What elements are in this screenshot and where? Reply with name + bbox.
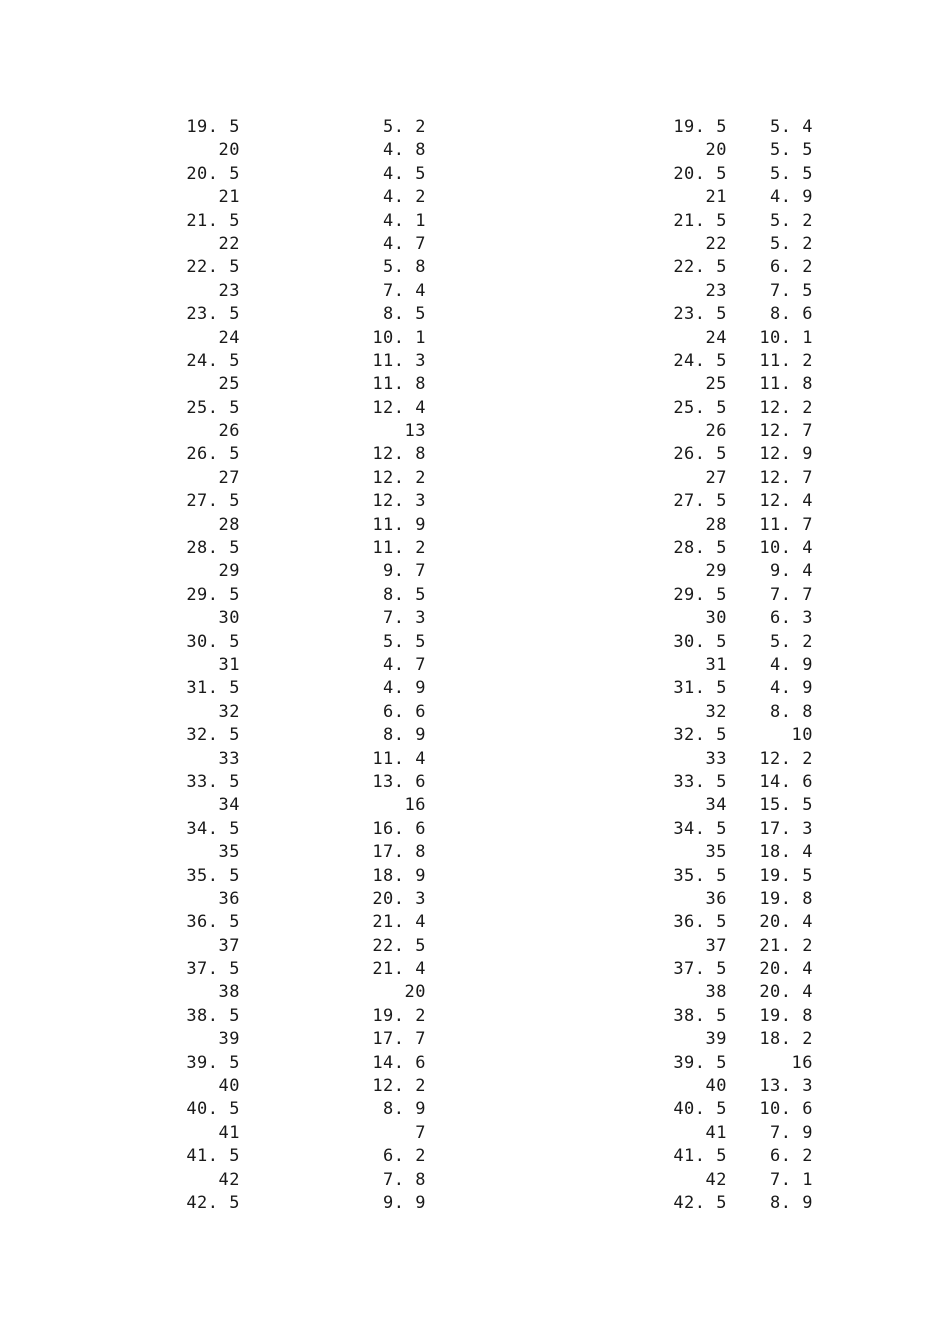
- x-value-cell: 23: [218, 280, 240, 301]
- y-value-cell: 21. 4: [372, 959, 426, 980]
- table-row: [640, 210, 830, 233]
- x-value-cell: 22. 5: [673, 257, 727, 278]
- x-value-cell: 29. 5: [186, 584, 240, 605]
- x-value-cell: 36. 5: [673, 912, 727, 933]
- x-value-cell: 33. 5: [186, 771, 240, 792]
- x-value-cell: 21. 5: [673, 210, 727, 231]
- y-value-cell: 19. 8: [759, 888, 813, 909]
- table-row: [150, 607, 440, 630]
- table-row: [150, 163, 440, 186]
- table-row: [150, 443, 440, 466]
- y-value-cell: 7. 7: [770, 584, 813, 605]
- x-value-cell: 35. 5: [186, 865, 240, 886]
- y-value-cell: 10. 1: [372, 327, 426, 348]
- x-value-cell: 28: [705, 514, 727, 535]
- table-row: [640, 935, 830, 958]
- y-value-cell: 17. 3: [759, 818, 813, 839]
- y-value-cell: 12. 2: [372, 1076, 426, 1097]
- y-value-cell: 17. 7: [372, 1029, 426, 1050]
- y-value-cell: 12. 4: [372, 397, 426, 418]
- table-row: [150, 467, 440, 490]
- table-row: [150, 1028, 440, 1051]
- y-value-cell: 12. 2: [759, 397, 813, 418]
- y-value-cell: 5. 2: [770, 233, 813, 254]
- table-row: [640, 631, 830, 654]
- table-row: [640, 865, 830, 888]
- table-row: [640, 677, 830, 700]
- x-value-cell: 33: [705, 748, 727, 769]
- table-row: [640, 1122, 830, 1145]
- y-value-cell: 8. 9: [383, 1099, 426, 1120]
- x-value-cell: 37: [705, 935, 727, 956]
- x-value-cell: 42: [705, 1169, 727, 1190]
- x-value-cell: 27. 5: [673, 491, 727, 512]
- y-value-cell: 8. 5: [383, 304, 426, 325]
- table-row: [150, 560, 440, 583]
- x-value-cell: 31. 5: [673, 678, 727, 699]
- table-row: [640, 607, 830, 630]
- table-row: [150, 490, 440, 513]
- table-row: [640, 1169, 830, 1192]
- x-value-cell: 39: [705, 1029, 727, 1050]
- y-value-cell: 9. 4: [770, 561, 813, 582]
- table-row: [640, 256, 830, 279]
- y-value-cell: 11. 8: [372, 374, 426, 395]
- table-row: [150, 724, 440, 747]
- x-value-cell: 32. 5: [186, 725, 240, 746]
- x-value-cell: 22. 5: [186, 257, 240, 278]
- table-row: [150, 210, 440, 233]
- x-value-cell: 32. 5: [673, 725, 727, 746]
- table-row: [150, 771, 440, 794]
- x-value-cell: 31. 5: [186, 678, 240, 699]
- y-value-cell: 15. 5: [759, 795, 813, 816]
- table-row: [150, 280, 440, 303]
- x-value-cell: 31: [218, 654, 240, 675]
- y-value-cell: 13. 6: [372, 771, 426, 792]
- y-value-cell: 4. 9: [770, 678, 813, 699]
- x-value-cell: 38. 5: [186, 1005, 240, 1026]
- table-row: [150, 1169, 440, 1192]
- x-value-cell: 42: [218, 1169, 240, 1190]
- y-value-cell: 16: [791, 1052, 813, 1073]
- y-value-cell: 12. 3: [372, 491, 426, 512]
- x-value-cell: 29: [218, 561, 240, 582]
- table-row: [640, 701, 830, 724]
- y-value-cell: 11. 8: [759, 374, 813, 395]
- x-value-cell: 34: [705, 795, 727, 816]
- data-table-right: [640, 116, 830, 1215]
- y-value-cell: 9. 7: [383, 561, 426, 582]
- y-value-cell: 18. 2: [759, 1029, 813, 1050]
- table-row: [150, 911, 440, 934]
- x-value-cell: 21: [218, 187, 240, 208]
- x-value-cell: 20. 5: [186, 163, 240, 184]
- y-value-cell: 12. 7: [759, 421, 813, 442]
- table-row: [640, 1005, 830, 1028]
- table-row: [150, 841, 440, 864]
- x-value-cell: 22: [218, 233, 240, 254]
- table-row: [640, 958, 830, 981]
- table-row: [150, 958, 440, 981]
- y-value-cell: 20. 3: [372, 888, 426, 909]
- y-value-cell: 8. 9: [383, 725, 426, 746]
- x-value-cell: 29. 5: [673, 584, 727, 605]
- x-value-cell: 27: [705, 467, 727, 488]
- x-value-cell: 20: [705, 140, 727, 161]
- table-row: [150, 981, 440, 1004]
- x-value-cell: 34: [218, 795, 240, 816]
- x-value-cell: 39. 5: [186, 1052, 240, 1073]
- y-value-cell: 20. 4: [759, 982, 813, 1003]
- y-value-cell: 21. 4: [372, 912, 426, 933]
- y-value-cell: 12. 2: [759, 748, 813, 769]
- x-value-cell: 36: [218, 888, 240, 909]
- x-value-cell: 39: [218, 1029, 240, 1050]
- y-value-cell: 4. 7: [383, 654, 426, 675]
- table-row: [150, 1192, 440, 1215]
- y-value-cell: 6. 2: [770, 1146, 813, 1167]
- y-value-cell: 11. 2: [372, 538, 426, 559]
- x-value-cell: 30. 5: [186, 631, 240, 652]
- x-value-cell: 35: [705, 842, 727, 863]
- x-value-cell: 26. 5: [186, 444, 240, 465]
- y-value-cell: 19. 2: [372, 1005, 426, 1026]
- table-row: [150, 654, 440, 677]
- y-value-cell: 22. 5: [372, 935, 426, 956]
- y-value-cell: 9. 9: [383, 1192, 426, 1213]
- y-value-cell: 5. 2: [383, 117, 426, 137]
- x-value-cell: 25. 5: [186, 397, 240, 418]
- y-value-cell: 10. 6: [759, 1099, 813, 1120]
- y-value-cell: 13: [404, 421, 426, 442]
- y-value-cell: 4. 2: [383, 187, 426, 208]
- y-value-cell: 17. 8: [372, 842, 426, 863]
- x-value-cell: 38. 5: [673, 1005, 727, 1026]
- x-value-cell: 33: [218, 748, 240, 769]
- y-value-cell: 6. 2: [770, 257, 813, 278]
- x-value-cell: 30. 5: [673, 631, 727, 652]
- x-value-cell: 21: [705, 187, 727, 208]
- table-row: [640, 280, 830, 303]
- y-value-cell: 12. 4: [759, 491, 813, 512]
- x-value-cell: 19. 5: [673, 117, 727, 137]
- y-value-cell: 7. 5: [770, 280, 813, 301]
- table-row: [640, 654, 830, 677]
- y-value-cell: 11. 9: [372, 514, 426, 535]
- y-value-cell: 14. 6: [372, 1052, 426, 1073]
- x-value-cell: 41. 5: [673, 1146, 727, 1167]
- table-row: [640, 1192, 830, 1215]
- y-value-cell: 5. 2: [770, 210, 813, 231]
- table-row: [150, 373, 440, 396]
- y-value-cell: 16. 6: [372, 818, 426, 839]
- x-value-cell: 20: [218, 140, 240, 161]
- table-row: [640, 327, 830, 350]
- table-row: [150, 1122, 440, 1145]
- y-value-cell: 5. 4: [770, 117, 813, 137]
- table-row: [640, 1028, 830, 1051]
- y-value-cell: 8. 9: [770, 1192, 813, 1213]
- x-value-cell: 24: [218, 327, 240, 348]
- y-value-cell: 5. 5: [770, 140, 813, 161]
- x-value-cell: 32: [218, 701, 240, 722]
- y-value-cell: 10. 1: [759, 327, 813, 348]
- table-row: [640, 584, 830, 607]
- table-row: [640, 724, 830, 747]
- table-row: [640, 397, 830, 420]
- y-value-cell: 8. 8: [770, 701, 813, 722]
- x-value-cell: 36: [705, 888, 727, 909]
- y-value-cell: 8. 6: [770, 304, 813, 325]
- table-row: [150, 139, 440, 162]
- y-value-cell: 18. 9: [372, 865, 426, 886]
- table-row: [150, 677, 440, 700]
- table-row: [640, 233, 830, 256]
- table-row: [150, 397, 440, 420]
- table-row: [640, 794, 830, 817]
- table-row: [150, 256, 440, 279]
- y-value-cell: 20. 4: [759, 959, 813, 980]
- table-row: [640, 841, 830, 864]
- table-row: [150, 116, 440, 139]
- x-value-cell: 28. 5: [673, 538, 727, 559]
- x-value-cell: 41: [705, 1122, 727, 1143]
- x-value-cell: 26: [218, 421, 240, 442]
- x-value-cell: 25: [705, 374, 727, 395]
- y-value-cell: 5. 5: [770, 163, 813, 184]
- x-value-cell: 26. 5: [673, 444, 727, 465]
- y-value-cell: 10. 4: [759, 538, 813, 559]
- x-value-cell: 35: [218, 842, 240, 863]
- table-row: [640, 1098, 830, 1121]
- table-row: [150, 514, 440, 537]
- y-value-cell: 14. 6: [759, 771, 813, 792]
- x-value-cell: 40: [705, 1076, 727, 1097]
- x-value-cell: 39. 5: [673, 1052, 727, 1073]
- table-row: [640, 1145, 830, 1168]
- x-value-cell: 24. 5: [673, 350, 727, 371]
- table-row: [150, 748, 440, 771]
- y-value-cell: 18. 4: [759, 842, 813, 863]
- y-value-cell: 12. 7: [759, 467, 813, 488]
- x-value-cell: 31: [705, 654, 727, 675]
- y-value-cell: 7. 3: [383, 608, 426, 629]
- x-value-cell: 40. 5: [186, 1099, 240, 1120]
- table-row: [640, 490, 830, 513]
- table-row: [640, 771, 830, 794]
- y-value-cell: 8. 5: [383, 584, 426, 605]
- x-value-cell: 36. 5: [186, 912, 240, 933]
- x-value-cell: 29: [705, 561, 727, 582]
- y-value-cell: 11. 7: [759, 514, 813, 535]
- table-row: [640, 116, 830, 139]
- table-row: [640, 163, 830, 186]
- y-value-cell: 5. 5: [383, 631, 426, 652]
- table-row: [150, 1145, 440, 1168]
- x-value-cell: 41. 5: [186, 1146, 240, 1167]
- x-value-cell: 23. 5: [186, 304, 240, 325]
- table-row: [640, 514, 830, 537]
- x-value-cell: 33. 5: [673, 771, 727, 792]
- x-value-cell: 26: [705, 421, 727, 442]
- table-row: [150, 794, 440, 817]
- table-row: [150, 701, 440, 724]
- x-value-cell: 42. 5: [673, 1192, 727, 1213]
- table-row: [640, 537, 830, 560]
- data-table-left: [150, 116, 440, 1215]
- table-row: [640, 303, 830, 326]
- x-value-cell: 30: [218, 608, 240, 629]
- x-value-cell: 28. 5: [186, 538, 240, 559]
- table-row: [150, 584, 440, 607]
- x-value-cell: 37. 5: [186, 959, 240, 980]
- y-value-cell: 19. 5: [759, 865, 813, 886]
- table-row: [150, 1005, 440, 1028]
- table-row: [150, 1075, 440, 1098]
- x-value-cell: 21. 5: [186, 210, 240, 231]
- x-value-cell: 32: [705, 701, 727, 722]
- table-row: [150, 818, 440, 841]
- table-row: [640, 981, 830, 1004]
- y-value-cell: 16: [404, 795, 426, 816]
- table-row: [640, 818, 830, 841]
- x-value-cell: 35. 5: [673, 865, 727, 886]
- y-value-cell: 12. 8: [372, 444, 426, 465]
- table-row: [150, 631, 440, 654]
- x-value-cell: 37. 5: [673, 959, 727, 980]
- y-value-cell: 4. 9: [770, 187, 813, 208]
- table-row: [150, 865, 440, 888]
- table-row: [640, 560, 830, 583]
- y-value-cell: 20. 4: [759, 912, 813, 933]
- y-value-cell: 20: [404, 982, 426, 1003]
- x-value-cell: 41: [218, 1122, 240, 1143]
- x-value-cell: 23: [705, 280, 727, 301]
- y-value-cell: 4. 7: [383, 233, 426, 254]
- table-row: [640, 420, 830, 443]
- x-value-cell: 27: [218, 467, 240, 488]
- y-value-cell: 5. 8: [383, 257, 426, 278]
- y-value-cell: 4. 5: [383, 163, 426, 184]
- table-row: [150, 537, 440, 560]
- y-value-cell: 4. 9: [383, 678, 426, 699]
- table-row: [150, 350, 440, 373]
- y-value-cell: 7. 1: [770, 1169, 813, 1190]
- y-value-cell: 12. 9: [759, 444, 813, 465]
- x-value-cell: 34. 5: [673, 818, 727, 839]
- x-value-cell: 24. 5: [186, 350, 240, 371]
- x-value-cell: 38: [218, 982, 240, 1003]
- x-value-cell: 40. 5: [673, 1099, 727, 1120]
- table-row: [640, 350, 830, 373]
- x-value-cell: 27. 5: [186, 491, 240, 512]
- y-value-cell: 6. 6: [383, 701, 426, 722]
- x-value-cell: 20. 5: [673, 163, 727, 184]
- x-value-cell: 25: [218, 374, 240, 395]
- y-value-cell: 13. 3: [759, 1076, 813, 1097]
- y-value-cell: 7. 8: [383, 1169, 426, 1190]
- y-value-cell: 4. 9: [770, 654, 813, 675]
- table-row: [640, 1052, 830, 1075]
- y-value-cell: 5. 2: [770, 631, 813, 652]
- y-value-cell: 6. 2: [383, 1146, 426, 1167]
- y-value-cell: 11. 2: [759, 350, 813, 371]
- y-value-cell: 7. 4: [383, 280, 426, 301]
- y-value-cell: 11. 4: [372, 748, 426, 769]
- table-row: [150, 327, 440, 350]
- y-value-cell: 4. 1: [383, 210, 426, 231]
- x-value-cell: 42. 5: [186, 1192, 240, 1213]
- table-row: [640, 373, 830, 396]
- x-value-cell: 25. 5: [673, 397, 727, 418]
- table-row: [150, 420, 440, 443]
- table-row: [640, 139, 830, 162]
- table-row: [150, 303, 440, 326]
- table-row: [150, 1052, 440, 1075]
- x-value-cell: 19. 5: [186, 117, 240, 137]
- x-value-cell: 23. 5: [673, 304, 727, 325]
- x-value-cell: 28: [218, 514, 240, 535]
- y-value-cell: 21. 2: [759, 935, 813, 956]
- x-value-cell: 34. 5: [186, 818, 240, 839]
- x-value-cell: 22: [705, 233, 727, 254]
- table-row: [640, 467, 830, 490]
- y-value-cell: 7. 9: [770, 1122, 813, 1143]
- x-value-cell: 30: [705, 608, 727, 629]
- table-row: [640, 186, 830, 209]
- table-row: [150, 888, 440, 911]
- table-row: [640, 911, 830, 934]
- table-row: [150, 935, 440, 958]
- y-value-cell: 4. 8: [383, 140, 426, 161]
- y-value-cell: 12. 2: [372, 467, 426, 488]
- y-value-cell: 7: [415, 1122, 426, 1143]
- table-row: [640, 1075, 830, 1098]
- x-value-cell: 40: [218, 1076, 240, 1097]
- y-value-cell: 10: [791, 725, 813, 746]
- y-value-cell: 6. 3: [770, 608, 813, 629]
- table-row: [640, 443, 830, 466]
- x-value-cell: 37: [218, 935, 240, 956]
- table-row: [640, 748, 830, 771]
- table-row: [640, 888, 830, 911]
- x-value-cell: 24: [705, 327, 727, 348]
- x-value-cell: 38: [705, 982, 727, 1003]
- table-row: [150, 186, 440, 209]
- y-value-cell: 19. 8: [759, 1005, 813, 1026]
- table-row: [150, 233, 440, 256]
- table-row: [150, 1098, 440, 1121]
- y-value-cell: 11. 3: [372, 350, 426, 371]
